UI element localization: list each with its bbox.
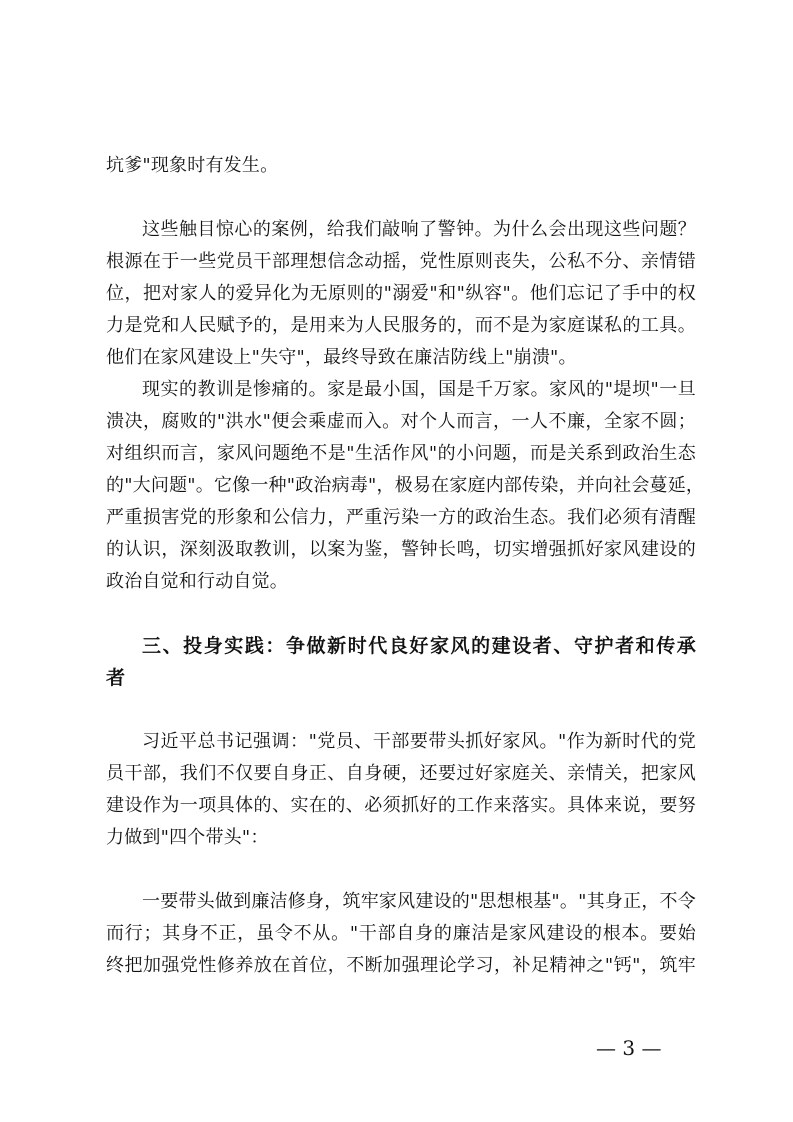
paragraph-line: 一要带头做到廉洁修身，筑牢家风建设的"思想根基"。"其身正，不令 [142, 891, 696, 912]
paragraph-line: 政治自觉和行动自觉。 [106, 571, 288, 592]
section-heading: 三、投身实践：争做新时代良好家风的建设者、守护者和传承 [142, 635, 696, 657]
paragraph-line: 位，把对家人的爱异化为无原则的"溺爱"和"纵容"。他们忘记了手中的权 [106, 283, 696, 304]
paragraph-line: 习近平总书记强调："党员、干部要带头抓好家风。"作为新时代的党 [142, 731, 696, 752]
paragraph-line: 员干部，我们不仅要自身正、自身硬，还要过好家庭关、亲情关，把家风 [106, 763, 696, 784]
paragraph-line: 根源在于一些党员干部理想信念动摇，党性原则丧失，公私不分、亲情错 [106, 251, 696, 272]
paragraph-line: 这些触目惊心的案例，给我们敲响了警钟。为什么会出现这些问题？ [142, 219, 696, 240]
paragraph-line: 对组织而言，家风问题绝不是"生活作风"的小问题，而是关系到政治生态 [106, 443, 696, 464]
paragraph-line: 他们在家风建设上"失守"，最终导致在廉洁防线上"崩溃"。 [106, 347, 577, 368]
paragraph-line: 力是党和人民赋予的，是用来为人民服务的，而不是为家庭谋私的工具。 [106, 315, 696, 336]
paragraph-line: 严重损害党的形象和公信力，严重污染一方的政治生态。我们必须有清醒 [106, 507, 696, 528]
paragraph-line: 坑爹"现象时有发生。 [106, 155, 279, 176]
paragraph-line: 溃决，腐败的"洪水"便会乘虚而入。对个人而言，一人不廉，全家不圆； [106, 411, 696, 432]
page-number: — 3 — [596, 1036, 662, 1060]
paragraph-line: 终把加强党性修养放在首位，不断加强理论学习，补足精神之"钙"，筑牢 [106, 955, 696, 976]
paragraph-line: 现实的教训是惨痛的。家是最小国，国是千万家。家风的"堤坝"一旦 [142, 379, 696, 400]
paragraph-line: 的认识，深刻汲取教训，以案为鉴，警钟长鸣，切实增强抓好家风建设的 [106, 539, 696, 560]
paragraph-line: 力做到"四个带头"： [106, 827, 269, 848]
section-heading-continued: 者 [106, 667, 126, 689]
paragraph-line: 的"大问题"。它像一种"政治病毒"，极易在家庭内部传染，并向社会蔓延， [106, 475, 705, 496]
paragraph-line: 而行；其身不正，虽令不从。"干部自身的廉洁是家风建设的根本。要始 [106, 923, 696, 944]
paragraph-line: 建设作为一项具体的、实在的、必须抓好的工作来落实。具体来说，要努 [106, 795, 696, 816]
